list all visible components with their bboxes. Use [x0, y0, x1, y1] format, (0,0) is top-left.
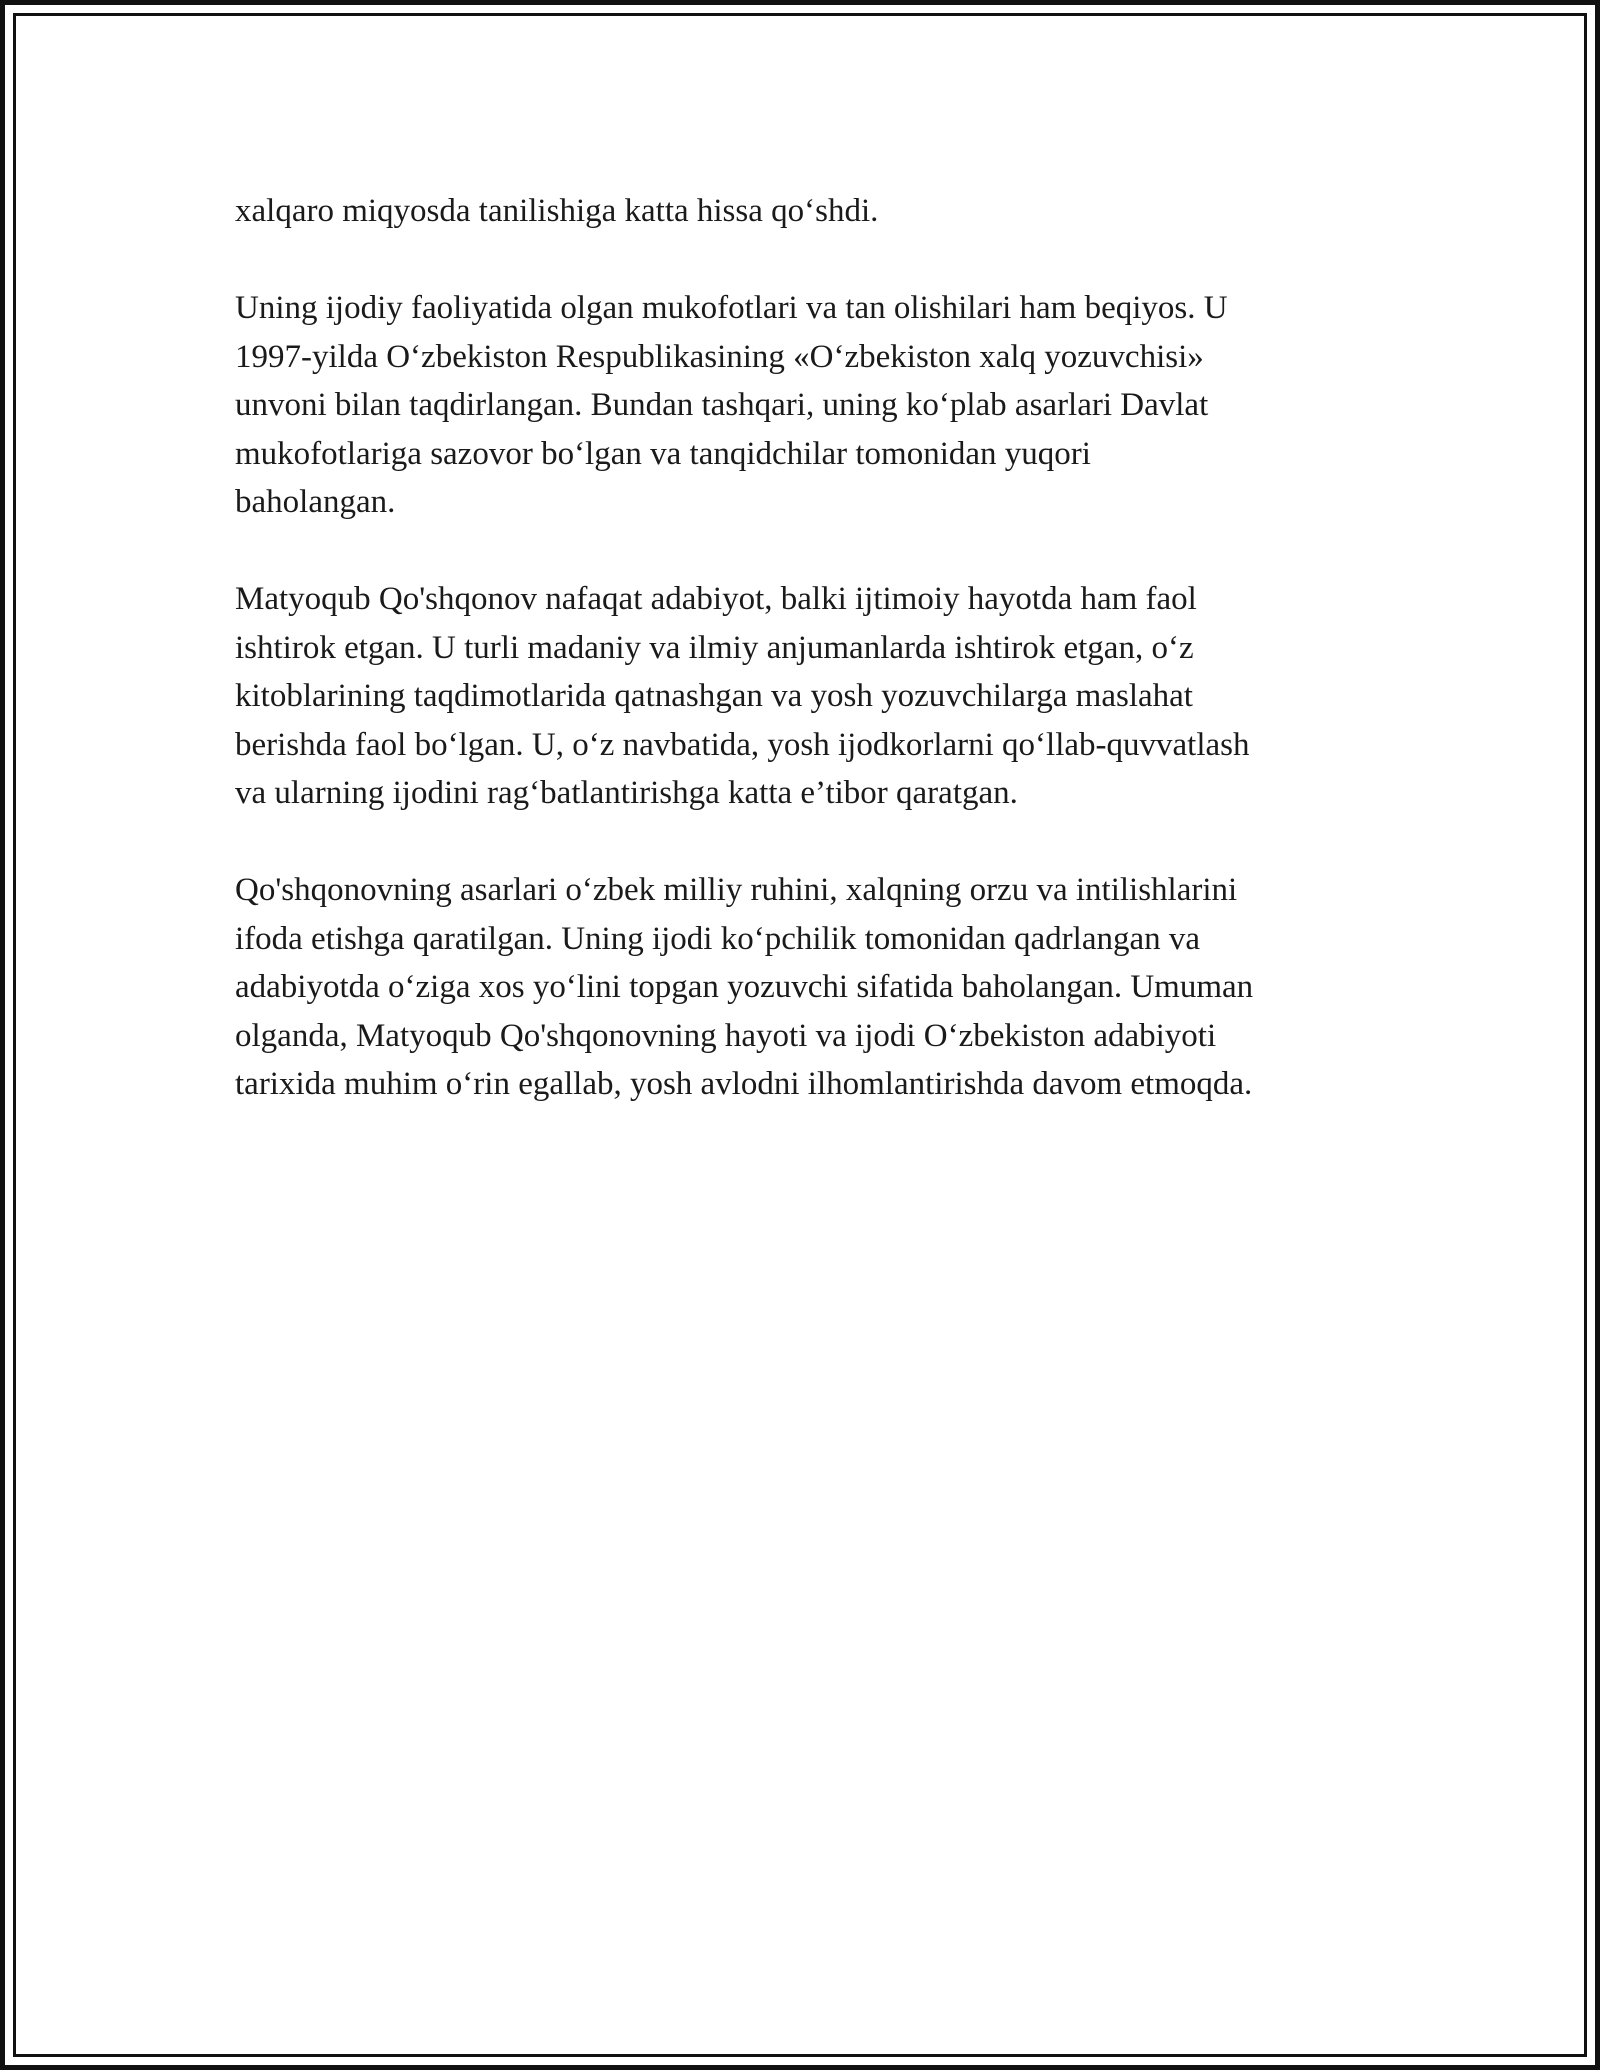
text-line: unvoni bilan taqdirlangan. Bundan tashqari, uning ko‘plab asarlari Davlat [235, 387, 1209, 423]
paragraph-2 [235, 284, 1385, 527]
paragraph-4 [235, 866, 1385, 1109]
text-line: tarixida muhim o‘rin egallab, yosh avlodni ilhomlantirishda davom etmoqda. [235, 1066, 1253, 1102]
text-line: va ularning ijodini rag‘batlantirishga katta e’tibor qaratgan. [235, 775, 1018, 811]
text-line: kitoblarining taqdimotlarida qatnashgan va yosh yozuvchilarga maslahat [235, 678, 1193, 714]
text-line: mukofotlariga sazovor bo‘lgan va tanqidchilar tomonidan yuqori [235, 435, 1091, 472]
text-line: xalqaro miqyosda tanilishiga katta hissa qo‘shdi. [235, 193, 879, 229]
text-line: Uning ijodiy faoliyatida olgan mukofotlari va tan olishilari ham beqiyos. U [235, 290, 1228, 326]
text-line: ishtirok etgan. U turli madaniy va ilmiy anjumanlarda ishtirok etgan, o‘z [235, 629, 1194, 666]
text-line: 1997-yilda O‘zbekiston Respublikasining «O‘zbekiston xalq yozuvchisi» [235, 338, 1204, 375]
text-line: Matyoqub Qo'shqonov nafaqat adabiyot, balki ijtimoiy hayotda ham faol [235, 581, 1197, 617]
paragraph-1 [235, 187, 1385, 236]
document-body [235, 187, 1385, 1109]
text-line: baholangan. [235, 484, 396, 520]
text-line: adabiyotda o‘ziga xos yo‘lini topgan yozuvchi sifatida baholangan. Umuman [235, 969, 1254, 1005]
text-line: Qo'shqonovning asarlari o‘zbek milliy ruhini, xalqning orzu va intilishlarini [235, 872, 1238, 908]
text-line: berishda faol bo‘lgan. U, o‘z navbatida, yosh ijodkorlarni qo‘llab-quvvatlash [235, 726, 1250, 763]
paragraph-3 [235, 575, 1385, 818]
text-line: olganda, Matyoqub Qo'shqonovning hayoti va ijodi O‘zbekiston adabiyoti [235, 1017, 1217, 1054]
text-line: ifoda etishga qaratilgan. Uning ijodi ko‘pchilik tomonidan qadrlangan va [235, 920, 1201, 957]
